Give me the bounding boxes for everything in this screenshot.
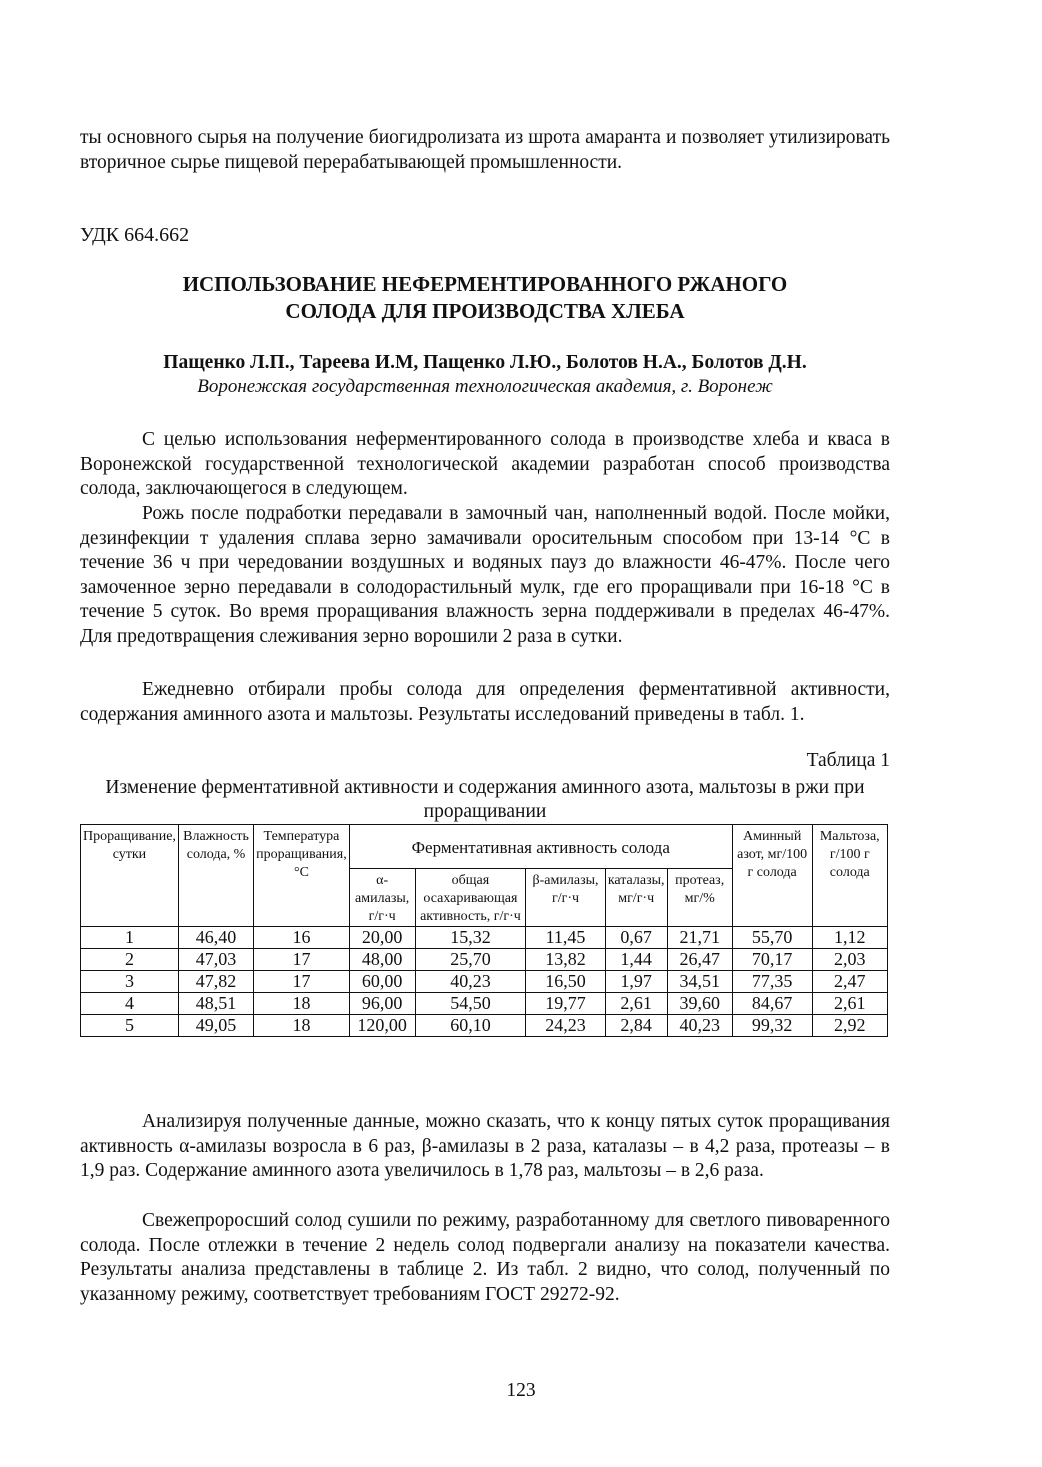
- table-cell: 48,51: [178, 993, 253, 1015]
- header-alpha-amylase: α-амилазы, г/г·ч: [349, 869, 415, 927]
- table-cell: 2,84: [605, 1015, 667, 1037]
- table-cell: 24,23: [526, 1015, 605, 1037]
- header-catalase: каталазы, мг/г·ч: [605, 869, 667, 927]
- table-cell: 19,77: [526, 993, 605, 1015]
- header-amine: Аминный азот, мг/100 г солода: [732, 825, 812, 927]
- article-title: [80, 271, 890, 325]
- table-cell: 2,47: [812, 971, 887, 993]
- header-protease: протеаз, мг/%: [667, 869, 732, 927]
- table-caption: Изменение ферментативной активности и содержания аминного азота, мальтозы в ржи при проращивании: [105, 777, 865, 822]
- table-cell: 15,32: [415, 927, 526, 949]
- header-maltose: Мальтоза, г/100 г солода: [812, 825, 887, 927]
- table-cell: 16,50: [526, 971, 605, 993]
- table-cell: 55,70: [732, 927, 812, 949]
- analysis-paragraph: Анализируя полученные данные, можно сказать, что к концу пятых суток проращивания активность α-амилазы возросла в 6 раз, β-амилазы в 2 раза, каталазы – в 4,2 раза, протеазы – в 1,9 раз. Содержание аминного азота увеличилось в 1,78 раз, мальтозы – в 2,6 раза.: [80, 1111, 890, 1181]
- table-cell: 84,67: [732, 993, 812, 1015]
- body-paragraph-2: Рожь после подработки передавали в замочный чан, наполненный водой. После мойки, дезинфекции т удаления сплава зерно замачивали оросительным способом при 13-14 °С в течение 36 ч при чередовании воздушных и водяных пауз до влажности 46-47%. После чего замоченное зерно передавали в солодорастильный мулк, где его проращивали при 16-18 °С в течение 5 суток. Во время проращивания влажность зерна поддерживали в пределах 46-47%. Для предотвращения слеживания зерно ворошили 2 раза в сутки.: [80, 503, 890, 647]
- table-cell: 16: [254, 927, 350, 949]
- table-cell: 47,03: [178, 949, 253, 971]
- table-cell: 4: [81, 993, 179, 1015]
- affiliation: Воронежская государственная технологическая академия, г. Воронеж: [197, 376, 773, 397]
- table-cell: 120,00: [349, 1015, 415, 1037]
- results-table: [80, 824, 888, 1037]
- table-cell: 17: [254, 949, 350, 971]
- table-cell: 34,51: [667, 971, 732, 993]
- body-paragraph-3: Ежедневно отбирали пробы солода для определения ферментативной активности, содержания аминного азота и мальтозы. Результаты исследований приведены в табл. 1.: [80, 679, 890, 725]
- table-cell: 17: [254, 971, 350, 993]
- table-cell: 18: [254, 1015, 350, 1037]
- table-cell: 70,17: [732, 949, 812, 971]
- table-cell: 99,32: [732, 1015, 812, 1037]
- table-cell: 47,82: [178, 971, 253, 993]
- udk-code: УДК 664.662: [80, 224, 190, 246]
- table-cell: 46,40: [178, 927, 253, 949]
- table-cell: 26,47: [667, 949, 732, 971]
- table-cell: 11,45: [526, 927, 605, 949]
- table-cell: 1,12: [812, 927, 887, 949]
- body-paragraph-1: С целью использования неферментированного солода в производстве хлеба и кваса в Воронежской государственной технологической академии разработан способ производства солода, заключающегося в следующем.: [80, 429, 890, 499]
- table-cell: 2: [81, 949, 179, 971]
- table-cell: 1,44: [605, 949, 667, 971]
- table-cell: 60,10: [415, 1015, 526, 1037]
- table-cell: 5: [81, 1015, 179, 1037]
- header-total-activity: общая осахаривающая активность, г/г·ч: [415, 869, 526, 927]
- header-temperature: Температура проращивания, °С: [254, 825, 350, 927]
- header-moisture: Влажность солода, %: [178, 825, 253, 927]
- table-body: [81, 927, 888, 1037]
- table-cell: 1: [81, 927, 179, 949]
- table-cell: 39,60: [667, 993, 732, 1015]
- header-days: Проращивание, сутки: [81, 825, 179, 927]
- table-cell: 13,82: [526, 949, 605, 971]
- table-cell: 77,35: [732, 971, 812, 993]
- header-beta-amylase: β-амилазы, г/г·ч: [526, 869, 605, 927]
- table-label: Таблица 1: [806, 750, 890, 771]
- table-cell: 60,00: [349, 971, 415, 993]
- table-cell: 48,00: [349, 949, 415, 971]
- table-cell: 96,00: [349, 993, 415, 1015]
- table-cell: 49,05: [178, 1015, 253, 1037]
- table-cell: 54,50: [415, 993, 526, 1015]
- table-cell: 25,70: [415, 949, 526, 971]
- table-cell: 40,23: [415, 971, 526, 993]
- table-cell: 20,00: [349, 927, 415, 949]
- table-row: [81, 993, 888, 1015]
- page-number: 123: [506, 1380, 536, 1401]
- table-cell: 2,61: [605, 993, 667, 1015]
- table-row: [81, 949, 888, 971]
- table-cell: 2,03: [812, 949, 887, 971]
- table-cell: 21,71: [667, 927, 732, 949]
- authors: Пащенко Л.П., Тареева И.М, Пащенко Л.Ю., Болотов Н.А., Болотов Д.Н.: [163, 352, 807, 373]
- table-cell: 18: [254, 993, 350, 1015]
- title-line-2: СОЛОДА ДЛЯ ПРОИЗВОДСТВА ХЛЕБА: [285, 299, 685, 323]
- table-row: [81, 1015, 888, 1037]
- table-row: [81, 927, 888, 949]
- table-cell: 1,97: [605, 971, 667, 993]
- header-enzyme-group: Ферментативная активность солода: [349, 825, 732, 869]
- table-cell: 2,92: [812, 1015, 887, 1037]
- table-cell: 0,67: [605, 927, 667, 949]
- table-cell: 40,23: [667, 1015, 732, 1037]
- table-cell: 2,61: [812, 993, 887, 1015]
- intro-paragraph: ты основного сырья на получение биогидролизата из шрота амаранта и позволяет утилизировать вторичное сырье пищевой перерабатывающей промышленности.: [80, 127, 890, 173]
- table-cell: 3: [81, 971, 179, 993]
- table-row: [81, 971, 888, 993]
- conclusion-paragraph: Свежепроросший солод сушили по режиму, разработанному для светлого пивоваренного солода. После отлежки в течение 2 недель солод подвергали анализу на показатели качества. Результаты анализа представлены в таблице 2. Из табл. 2 видно, что солод, полученный по указанному режиму, соответствует требованиям ГОСТ 29272-92.: [80, 1210, 890, 1305]
- title-line-1: ИСПОЛЬЗОВАНИЕ НЕФЕРМЕНТИРОВАННОГО РЖАНОГО: [182, 272, 788, 296]
